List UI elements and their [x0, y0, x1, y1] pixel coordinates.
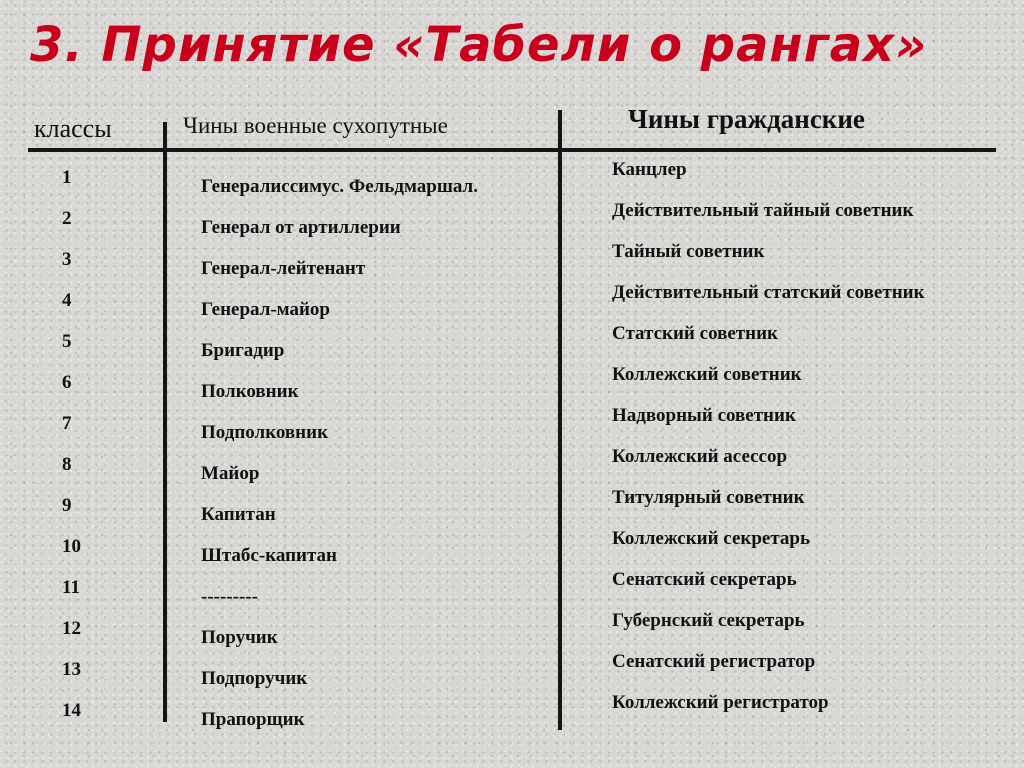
civil-rank: Надворный советник: [612, 405, 796, 426]
military-rank: Капитан: [201, 504, 276, 525]
header-divider: [28, 148, 996, 152]
civil-rank: Коллежский асессор: [612, 446, 788, 467]
military-rank: Майор: [201, 463, 260, 484]
military-rank: Поручик: [201, 627, 278, 648]
class-number: 13: [62, 659, 81, 680]
military-rank: Генерал-лейтенант: [201, 258, 366, 279]
class-number: 8: [62, 454, 72, 475]
military-rank: Прапорщик: [201, 709, 305, 730]
military-rank: Полковник: [201, 381, 299, 402]
civil-rank: Сенатский регистратор: [612, 651, 816, 672]
civil-rank: Губернский секретарь: [612, 610, 805, 631]
military-rank: Бригадир: [201, 340, 285, 361]
military-rank: ---------: [201, 586, 258, 607]
civil-rank: Коллежский секретарь: [612, 528, 811, 549]
header-military-ranks: Чины военные сухопутные: [183, 113, 448, 138]
civil-rank: Действительный тайный советник: [612, 200, 914, 221]
class-number: 9: [62, 495, 72, 516]
military-rank: Генералиссимус. Фельдмаршал.: [201, 176, 478, 197]
military-rank: Подпоручик: [201, 668, 308, 689]
column-divider-military: [558, 110, 562, 730]
class-number: 11: [62, 577, 80, 598]
military-rank: Генерал-майор: [201, 299, 331, 320]
military-rank: Подполковник: [201, 422, 329, 443]
slide-title: 3. Принятие «Табели о рангах»: [30, 17, 928, 73]
civil-rank: Статский советник: [612, 323, 778, 344]
class-number: 3: [62, 249, 72, 270]
class-number: 12: [62, 618, 81, 639]
class-number: 4: [62, 290, 72, 311]
civil-rank: Канцлер: [612, 159, 687, 180]
header-civil-ranks: Чины гражданские: [628, 104, 865, 134]
civil-rank: Титулярный советник: [612, 487, 805, 508]
class-number: 6: [62, 372, 72, 393]
class-number: 10: [62, 536, 81, 557]
class-number: 14: [62, 700, 81, 721]
civil-rank: Действительный статский советник: [612, 282, 925, 303]
military-rank: Штабс-капитан: [201, 545, 338, 566]
class-number: 7: [62, 413, 72, 434]
class-number: 1: [62, 167, 72, 188]
civil-rank: Коллежский регистратор: [612, 692, 829, 713]
class-number: 2: [62, 208, 72, 229]
civil-rank: Коллежский советник: [612, 364, 802, 385]
header-classes: классы: [34, 114, 112, 143]
civil-ranks-column: [612, 158, 925, 732]
class-number: 5: [62, 331, 72, 352]
civil-rank: Сенатский секретарь: [612, 569, 797, 590]
civil-rank: Тайный советник: [612, 241, 765, 262]
military-rank: Генерал от артиллерии: [201, 217, 401, 238]
column-divider-classes: [163, 122, 167, 722]
classes-column: [62, 166, 81, 740]
military-ranks-column: [201, 175, 478, 749]
